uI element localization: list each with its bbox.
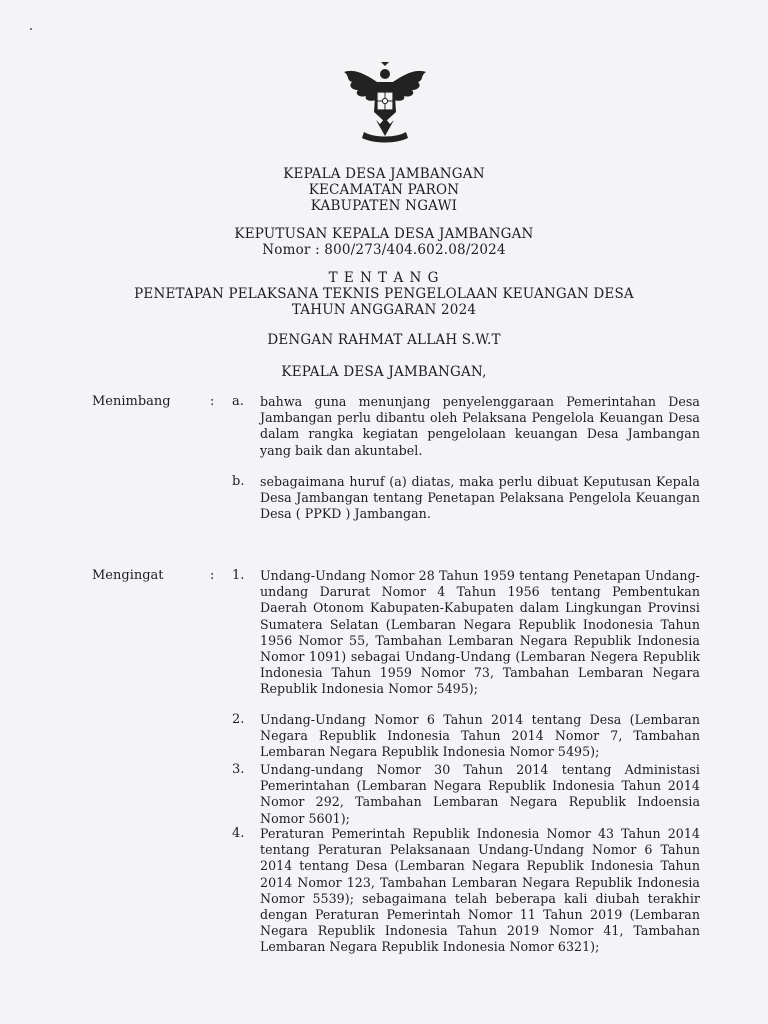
decree-subject: PENETAPAN PELAKSANA TEKNIS PENGELOLAAN KEUANGAN DESA bbox=[134, 286, 634, 302]
item-marker: b. bbox=[232, 474, 245, 489]
scan-speck bbox=[30, 28, 32, 30]
district-name: KECAMATAN PARON bbox=[308, 182, 460, 198]
decree-subject-year: TAHUN ANGGARAN 2024 bbox=[291, 302, 477, 318]
item-marker: 3. bbox=[232, 762, 245, 777]
menimbang-item-a: bahwa guna menunjang penyelenggaraan Pemerintahan Desa Jambangan perlu dibantu oleh Pelaksana Pengelola Keuangan Desa dalam rangka kegiatan pengelolaan keuangan Desa Jambangan yang baik dan akuntabel. bbox=[260, 394, 700, 458]
mengingat-item-4: Peraturan Pemerintah Republik Indonesia Nomor 43 Tahun 2014 tentang Peraturan Pelaksanaan Undang-Undang Nomor 6 Tahun 2014 tentang Desa (Lembaran Negara Republik Indonesia Tahun 2014 Nomor 123, Tambahan Lembaran Negara Republik Indonesia Nomor 5539); sebagaimana telah beberapa kali diubah terakhir dengan Peraturan Pemerintah Nomor 11 Tahun 2019 (Lembaran Negara Republik Indonesia Tahun 2019 Nomor 41, Tambahan Lembaran Negara Republik Indonesia Nomor 6321); bbox=[260, 826, 700, 955]
mengingat-colon: : bbox=[210, 568, 215, 583]
invocation: DENGAN RAHMAT ALLAH S.W.T bbox=[267, 332, 501, 348]
tentang-heading: T E N T A N G bbox=[328, 270, 440, 286]
mengingat-label: Mengingat bbox=[92, 568, 164, 583]
regency-name: KABUPATEN NGAWI bbox=[310, 198, 458, 214]
issuer-title: KEPALA DESA JAMBANGAN bbox=[283, 166, 485, 182]
mengingat-item-1: Undang-Undang Nomor 28 Tahun 1959 tentang Penetapan Undang-undang Darurat Nomor 4 Tahun 1956 tentang Pembentukan Daerah Otonom Kabupaten-Kabupaten dalam Lingkungan Provinsi Sumatera Selatan (Lembaran Negara Republik Inodonesia Tahun 1956 Nomor 55, Tambahan Lembaran Negara Republik Indonesia Nomor 1091) sebagai Undang-Undang (Lembaran Negera Republik Indonesia Tahun 1959 Nomor 73, Tambahan Lembaran Negara Republik Indonesia Nomor 5495); bbox=[260, 568, 700, 697]
menimbang-item-b: sebagaimana huruf (a) diatas, maka perlu dibuat Keputusan Kepala Desa Jambangan tentang Penetapan Pelaksana Pengelola Keuangan Desa ( PPKD ) Jambangan. bbox=[260, 474, 700, 522]
item-marker: a. bbox=[232, 394, 244, 409]
item-marker: 2. bbox=[232, 712, 245, 727]
mengingat-item-3: Undang-undang Nomor 30 Tahun 2014 tentang Administasi Pemerintahan (Lembaran Negara Republik Indonesia Tahun 2014 Nomor 292, Tambahan Lembaran Negara Republik Indoensia Nomor 5601); bbox=[260, 762, 700, 826]
menimbang-colon: : bbox=[210, 394, 215, 409]
item-marker: 1. bbox=[232, 568, 245, 583]
mengingat-item-2: Undang-Undang Nomor 6 Tahun 2014 tentang Desa (Lembaran Negara Republik Indonesia Tahun 2014 Nomor 7, Tambahan Lembaran Negara Republik Indonesia Nomor 5495); bbox=[260, 712, 700, 760]
item-marker: 4. bbox=[232, 826, 245, 841]
decree-title: KEPUTUSAN KEPALA DESA JAMBANGAN bbox=[234, 226, 534, 242]
menimbang-label: Menimbang bbox=[92, 394, 171, 409]
garuda-emblem-icon bbox=[340, 62, 430, 146]
decree-number: Nomor : 800/273/404.602.08/2024 bbox=[262, 242, 506, 258]
signatory-heading: KEPALA DESA JAMBANGAN, bbox=[281, 364, 487, 380]
